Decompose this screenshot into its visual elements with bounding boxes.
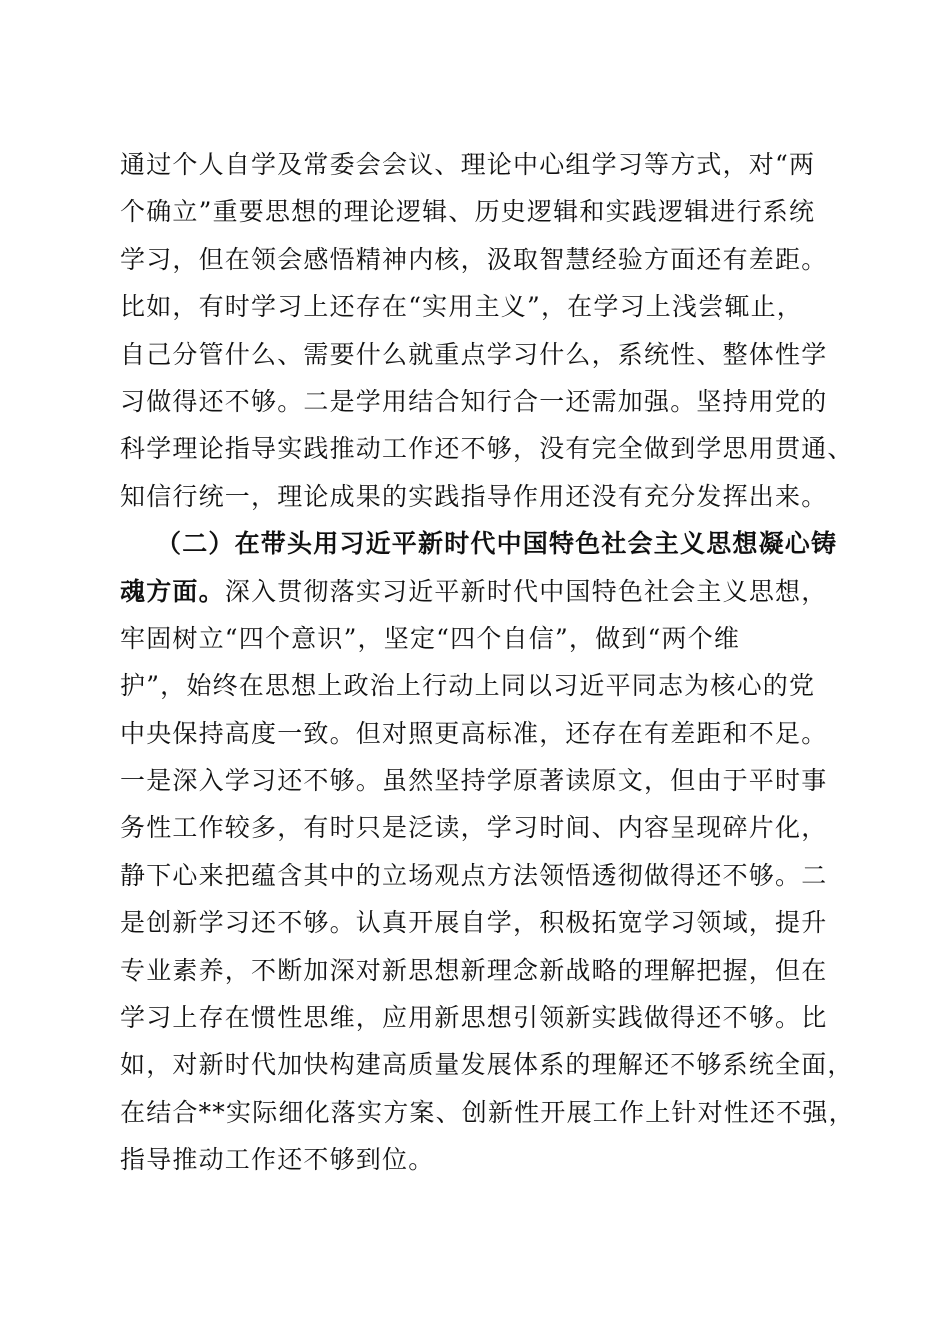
paragraph-line: 牢固树立“四个意识”，坚定“四个自信”，做到“两个维 xyxy=(120,623,741,653)
paragraph-line: 知信行统一，理论成果的实践指导作用还没有充分发挥出来。 xyxy=(120,481,828,511)
paragraph-line: 习做得还不够。二是学用结合知行合一还需加强。坚持用党的 xyxy=(120,386,828,416)
paragraph-line: 务性工作较多，有时只是泛读，学习时间、内容呈现碎片化， xyxy=(120,813,828,843)
paragraph-line: 如，对新时代加快构建高质量发展体系的理解还不够系统全面， xyxy=(120,1050,854,1080)
paragraph-line: 护”，始终在思想上政治上行动上同以习近平同志为核心的党 xyxy=(120,671,816,701)
paragraph-line: 静下心来把蕴含其中的立场观点方法领悟透彻做得还不够。二 xyxy=(120,860,828,890)
section-heading-end: 魂方面。 xyxy=(120,576,225,606)
section-heading: （二）在带头用习近平新时代中国特色社会主义思想凝心铸 xyxy=(156,529,838,559)
section-heading-continuation xyxy=(120,568,840,615)
paragraph-line: 学习，但在领会感悟精神内核，汲取智慧经验方面还有差距。 xyxy=(120,244,828,274)
paragraph-line: 中央保持高度一致。但对照更高标准，还存在有差距和不足。 xyxy=(120,718,828,748)
paragraph-line: 科学理论指导实践推动工作还不够，没有完全做到学思用贯通、 xyxy=(120,434,854,464)
paragraph-line: 通过个人自学及常委会会议、理论中心组学习等方式，对“两 xyxy=(120,150,816,179)
paragraph-line: 在结合**实际细化落实方案、创新性开展工作上针对性还不强， xyxy=(120,1097,855,1127)
paragraph-line: 个确立”重要思想的理论逻辑、历史逻辑和实践逻辑进行系统 xyxy=(120,197,816,227)
paragraph-line: 一是深入学习还不够。虽然坚持学原著读原文，但由于平时事 xyxy=(120,766,828,796)
paragraph-line: 是创新学习还不够。认真开展自学，积极拓宽学习领域，提升 xyxy=(120,908,828,938)
document-body xyxy=(120,141,855,1184)
paragraph-line: 学习上存在惯性思维，应用新思想引领新实践做得还不够。比 xyxy=(120,1003,828,1033)
paragraph-text: 深入贯彻落实习近平新时代中国特色社会主义思想， xyxy=(224,576,828,606)
paragraph-line: 自己分管什么、需要什么就重点学习什么，系统性、整体性学 xyxy=(120,339,828,369)
paragraph-line: 专业素养，不断加深对新思想新理念新战略的理解把握，但在 xyxy=(120,955,828,985)
paragraph-line: 比如，有时学习上还存在“实用主义”，在学习上浅尝辄止， xyxy=(120,292,803,322)
paragraph-line: 指导推动工作还不够到位。 xyxy=(120,1145,435,1175)
